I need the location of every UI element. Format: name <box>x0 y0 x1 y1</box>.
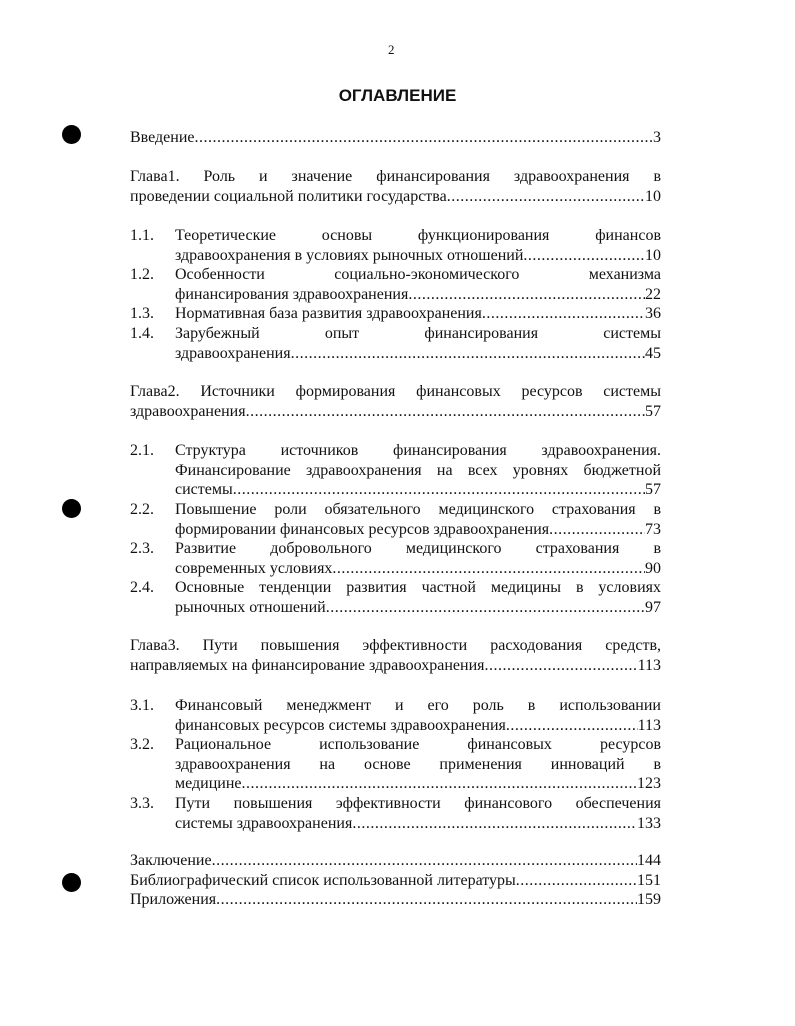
punch-hole-bottom <box>62 873 81 892</box>
toc-entry-line: Развитие добровольного медицинского страхования в <box>175 540 661 557</box>
toc-entry-page: 57 <box>645 402 661 420</box>
dot-leader <box>291 344 645 364</box>
toc-entry-page: 151 <box>637 872 661 889</box>
toc-entry-page: 113 <box>637 716 661 734</box>
toc-entry-title: финансовых ресурсов системы здравоохранения <box>175 716 506 734</box>
toc-entry-title: системы <box>175 481 233 499</box>
toc-entry-line: Пути повышения эффективности финансового обеспечения <box>175 795 661 812</box>
toc-entry <box>130 382 661 421</box>
toc-entry-line: Финансовый менеджмент и его роль в использовании <box>175 697 661 714</box>
toc-entry-title: медицине <box>175 775 242 793</box>
toc-entry-title: Приложения <box>130 891 217 908</box>
toc-entry <box>130 890 661 910</box>
dot-leader <box>195 128 654 148</box>
dot-leader <box>506 716 638 736</box>
toc-entry-line: здравоохранения на основе применения инноваций в <box>175 755 661 773</box>
toc-entry <box>130 226 661 265</box>
toc-entry <box>130 735 661 794</box>
toc-entry-page: 10 <box>645 187 661 205</box>
toc-entry-title: современных условиях <box>175 559 333 577</box>
toc-entry-line: Глава3. Пути повышения эффективности расходования средств, <box>130 637 661 654</box>
dot-leader <box>352 814 637 834</box>
toc-entry-page: 159 <box>637 891 661 908</box>
toc-entry <box>130 578 661 617</box>
toc-entry-title: здравоохранения в условиях рыночных отношений <box>175 246 524 264</box>
toc-entry-page: 113 <box>637 656 661 674</box>
toc-entry <box>130 500 661 539</box>
toc-entry-title: финансирования здравоохранения <box>175 285 409 303</box>
toc-entry-number: 3.2. <box>130 736 154 753</box>
toc-entry-number: 2.4. <box>130 579 154 596</box>
toc-entry-page: 45 <box>645 344 661 362</box>
dot-leader <box>326 598 645 618</box>
toc-entry-line: Финансирование здравоохранения на всех уровнях бюджетной <box>175 461 661 479</box>
toc-entry-title: Нормативная база развития здравоохранения <box>175 305 482 322</box>
dot-leader <box>216 890 637 910</box>
toc-entry <box>130 636 661 675</box>
dot-leader <box>242 774 637 794</box>
punch-hole-top <box>62 125 81 144</box>
toc-entry-page: 73 <box>645 520 661 538</box>
page-title: ОГЛАВЛЕНИЕ <box>338 86 457 105</box>
dot-leader <box>246 402 645 422</box>
toc-entry-number: 1.1. <box>130 227 154 244</box>
dot-leader <box>447 187 645 207</box>
toc-entry <box>130 167 661 206</box>
toc-entry-number: 2.3. <box>130 540 154 557</box>
toc-entry <box>130 304 661 324</box>
toc-entry-page: 97 <box>645 598 661 616</box>
toc-entry-line: Теоретические основы функционирования финансов <box>175 227 661 244</box>
toc-entry-page: 36 <box>645 305 661 322</box>
toc-entry-line: Структура источников финансирования здравоохранения. <box>175 442 661 459</box>
toc-entry <box>130 539 661 578</box>
toc-entry <box>130 441 661 500</box>
toc-entry-line: Повышение роли обязательного медицинского страхования в <box>175 501 661 518</box>
dot-leader <box>233 480 645 500</box>
toc-entry-title: системы здравоохранения <box>175 814 353 832</box>
toc-entry <box>130 324 661 363</box>
toc-entry-title: здравоохранения <box>175 344 291 362</box>
toc-entry <box>130 696 661 735</box>
toc-entry-title: проведении социальной политики государства <box>130 187 447 205</box>
toc-entry-page: 144 <box>637 852 661 869</box>
page-number: 2 <box>388 42 395 57</box>
toc-entry-title: Введение <box>130 129 195 146</box>
toc-entry <box>130 265 661 304</box>
toc-entry-number: 3.1. <box>130 697 154 714</box>
toc-entry-title: Библиографический список использованной литературы <box>130 872 516 889</box>
toc-entry-title: рыночных отношений <box>175 598 326 616</box>
toc-entry-page: 90 <box>645 559 661 577</box>
toc-entry-line: Основные тенденции развития частной медицины в условиях <box>175 579 661 596</box>
toc-entry-number: 2.2. <box>130 501 154 518</box>
toc-entry <box>130 871 661 891</box>
toc-entry-number: 3.3. <box>130 795 154 812</box>
toc-entry-line: Глава1. Роль и значение финансирования здравоохранения в <box>130 168 661 185</box>
toc-entry-page: 123 <box>637 775 661 793</box>
toc-entry-page: 57 <box>645 481 661 499</box>
toc-entry-line: Особенности социально-экономического механизма <box>175 266 661 283</box>
toc-entry-line: Глава2. Источники формирования финансовых ресурсов системы <box>130 383 661 400</box>
toc-entry-line: Зарубежный опыт финансирования системы <box>175 325 661 342</box>
toc-entry-title: здравоохранения <box>130 402 246 420</box>
toc-entry-number: 1.3. <box>130 305 154 322</box>
toc-entry <box>130 794 661 833</box>
dot-leader <box>212 851 637 871</box>
toc-entry-title: направляемых на финансирование здравоохранения <box>130 656 485 674</box>
dot-leader <box>523 246 645 266</box>
toc-entry <box>130 851 661 871</box>
toc-entry-page: 22 <box>645 285 661 303</box>
toc-entry-title: Заключение <box>130 852 212 869</box>
dot-leader <box>482 304 645 324</box>
toc-entry-page: 10 <box>645 246 661 264</box>
toc-entry-page: 133 <box>637 814 661 832</box>
toc-entry-page: 3 <box>653 129 661 146</box>
dot-leader <box>549 520 645 540</box>
dot-leader <box>408 285 645 305</box>
toc-entry-number: 1.2. <box>130 266 154 283</box>
dot-leader <box>332 559 645 579</box>
dot-leader <box>516 871 637 891</box>
punch-hole-middle <box>62 499 81 518</box>
dot-leader <box>485 656 638 676</box>
toc-entry-number: 2.1. <box>130 442 154 459</box>
toc-entry-line: Рациональное использование финансовых ресурсов <box>175 736 661 753</box>
toc-entry <box>130 128 661 148</box>
toc-entry-title: формировании финансовых ресурсов здравоохранения <box>175 520 550 538</box>
toc-entry-number: 1.4. <box>130 325 154 342</box>
